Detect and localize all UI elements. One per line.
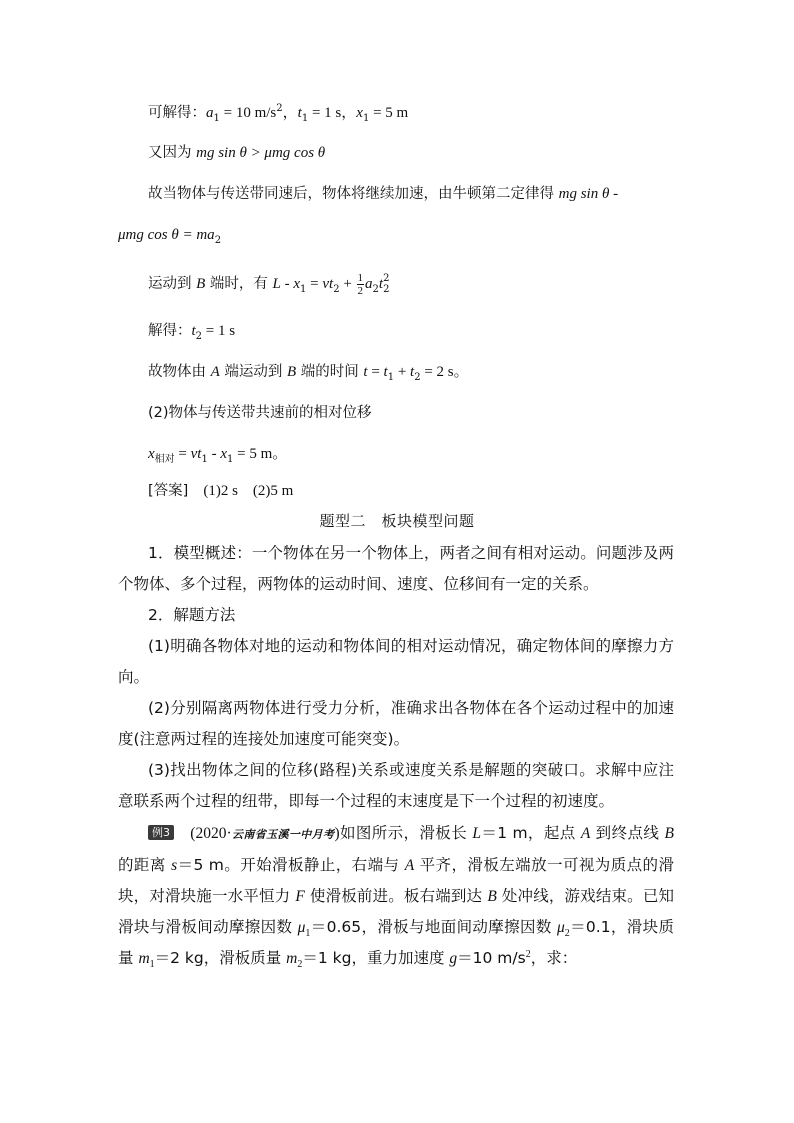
subscript: 1 (300, 284, 307, 295)
var-t: t (363, 364, 368, 380)
subscript: 1 (387, 372, 395, 383)
solution-line-result-2 (148, 320, 235, 341)
separator: ， (341, 103, 357, 121)
label-text: 解得： (148, 323, 192, 339)
value: = 2 s。 (420, 364, 469, 380)
section-title: 题型二 板块模型问题 (319, 512, 475, 530)
subscript: 1 (227, 454, 234, 465)
label-text: 运动到 (148, 276, 197, 292)
paragraph-method-2: (2)分别隔离两物体进行受力分析，准确求出各物体在各个运动过程中的加速度(注意两过程的连接处加速度可能突变)。 (118, 699, 674, 748)
label-text: 端运动到 (219, 364, 287, 380)
solution-line-newton-2 (118, 224, 221, 245)
var-B: B (664, 825, 674, 842)
subscript: 2 (195, 331, 203, 342)
subscript: 1 (362, 113, 370, 124)
expression: mg sin θ > μmg cos θ (196, 145, 326, 161)
var-B: B (287, 364, 297, 380)
superscript: 2 (383, 273, 390, 284)
var-L: L (472, 825, 482, 842)
subscript: 2 (564, 928, 570, 940)
var-A: A (210, 364, 220, 380)
operator: - (280, 276, 294, 292)
subscript: 相对 (154, 454, 175, 465)
label-text: 可解得： (148, 105, 206, 121)
problem-text: 处冲线，游戏结束。已知滑块与滑板间动摩擦因数 (118, 887, 674, 936)
paragraph-model-overview: 1．模型概述：一个物体在另一个物体上，两者之间有相对运动。问题涉及两个物体、多个过程，两物体的运动时间、速度、位移间有一定的关系。 (118, 544, 674, 593)
solution-line-relative-displacement (148, 443, 287, 464)
label-text: 端时，有 (205, 276, 273, 292)
var-t: t (383, 364, 388, 380)
problem-text: 到终点线 (590, 824, 665, 842)
label-text: 端的时间 (296, 364, 364, 380)
solution-line-result-1 (148, 102, 408, 123)
source-year: (2020· (190, 825, 232, 842)
solution-line-part-2 (148, 402, 372, 423)
var-vt: vt (190, 446, 202, 462)
subscript: 2 (297, 959, 303, 971)
var-x: x (148, 446, 155, 462)
subscript: 1 (201, 454, 208, 465)
value: = 10 m/s (219, 105, 277, 121)
solution-line-newton-1 (148, 183, 618, 204)
example-3-problem (118, 818, 674, 974)
value: = 5 m。 (233, 446, 288, 462)
value: = 5 m (369, 105, 409, 121)
subscript: 1 (149, 959, 155, 971)
var-L: L (272, 276, 281, 292)
var-a: a (365, 276, 373, 292)
var-x: x (220, 446, 228, 462)
problem-text: 的距离 (118, 856, 172, 874)
operator: = (306, 276, 323, 292)
subscript: 1 (213, 113, 220, 124)
subscript: 2 (214, 235, 222, 246)
var-m: m (286, 950, 298, 967)
var-vt: vt (322, 276, 334, 292)
problem-text: ＝0.1，滑块质量 (118, 918, 674, 967)
value: = 1 s (308, 105, 342, 121)
expression: mg sin θ - (558, 186, 619, 202)
source-name: 云南省玉溪一中月考 (231, 828, 335, 841)
separator: ， (282, 103, 298, 121)
var-x: x (356, 105, 363, 121)
var-mu: μ (556, 919, 565, 936)
problem-text: 使滑板前进。板右端到达 (304, 887, 488, 905)
label-text: 故当物体与传送带同速后，物体将继续加速，由牛顿第二定律得 (148, 186, 559, 202)
problem-text: ＝1 m，起点 (481, 824, 581, 842)
problem-text: 如图所示，滑板长 (339, 824, 473, 842)
var-t: t (378, 276, 384, 292)
solution-line-condition (148, 142, 325, 163)
subscript: 1 (305, 928, 311, 940)
problem-text: ＝2 kg，滑板质量 (154, 949, 287, 967)
operator: - (207, 446, 221, 462)
var-s: s (171, 857, 178, 874)
example-badge: 例3 (148, 825, 174, 840)
label-text: (2)物体与传送带共速前的相对位移 (148, 405, 372, 421)
fraction (357, 272, 365, 297)
var-F: F (295, 888, 305, 905)
subscript: 1 (301, 113, 309, 124)
solution-line-total-time (148, 361, 469, 382)
subscript: 2 (414, 372, 421, 383)
answer-label: [答案] (148, 483, 189, 499)
var-t: t (410, 364, 415, 380)
operator: = (367, 364, 384, 380)
subscript: 2 (333, 284, 340, 295)
var-g: g (449, 950, 458, 967)
problem-text: ，求： (530, 949, 578, 967)
var-m: m (138, 950, 150, 967)
superscript: 2 (276, 103, 283, 114)
problem-text: ＝10 m/s (457, 949, 526, 967)
numerator: 1 (357, 271, 364, 284)
var-t: t (191, 323, 196, 339)
var-x: x (293, 276, 301, 292)
operator: + (394, 364, 411, 380)
var-A: A (580, 825, 591, 842)
problem-text: ＝1 kg，重力加速度 (302, 949, 450, 967)
problem-text: 平齐，滑板左端放一可视为质点的滑块，对滑块施一水平恒力 (118, 856, 674, 905)
value: = 1 s (202, 323, 236, 339)
answer-line (148, 480, 293, 501)
paragraph-method-1: (1)明确各物体对地的运动和物体间的相对运动情况，确定物体间的摩擦力方向。 (118, 637, 674, 686)
var-B: B (487, 888, 497, 905)
var-B: B (196, 276, 206, 292)
answer-text: (1)2 s (2)5 m (188, 483, 294, 499)
label-text: 故物体由 (148, 364, 211, 380)
superscript: 2 (525, 948, 531, 960)
var-a: a (206, 105, 214, 121)
operator: = (174, 446, 191, 462)
subscript: 2 (383, 284, 390, 295)
subscript: 2 (372, 284, 379, 295)
var-mu: μ (297, 919, 306, 936)
denominator: 2 (357, 284, 364, 297)
label-text: 又因为 (148, 145, 197, 161)
paragraph-method-3: (3)找出物体之间的位移(路程)关系或速度关系是解题的突破口。求解中应注意联系两个过程的纽带，即每一个过程的末速度是下一个过程的初速度。 (118, 761, 674, 810)
var-t: t (297, 105, 302, 121)
source-close: ) (334, 825, 340, 842)
problem-text: ＝5 m。开始滑板静止，右端与 (177, 856, 405, 874)
expression: μmg cos θ = ma (118, 227, 215, 243)
solution-line-kinematics (148, 270, 389, 297)
var-A: A (404, 857, 415, 874)
sub-sup-stack (383, 273, 389, 295)
operator: + (339, 276, 356, 292)
paragraph-method-heading: 2．解题方法 (148, 606, 236, 624)
problem-text: ＝0.65，滑板与地面间动摩擦因数 (310, 918, 557, 936)
